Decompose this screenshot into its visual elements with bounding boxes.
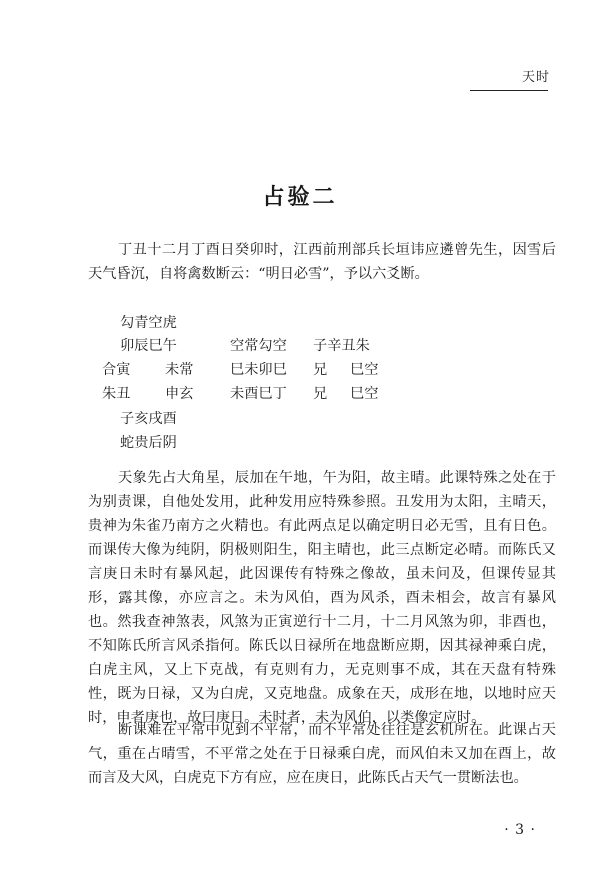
conclusion-paragraph: 断课难在平常中见到不平常，而不平常处往往是玄机所在。此课占天气，重在占晴雪，不平常之处在于日禄乘白虎，而风伯未又加在酉上，故而言及大风，白虎克下方有应，应在庚日，此陈氏占天气一贯断法也。 [88, 722, 556, 786]
intro-paragraph: 丁丑十二月丁酉日癸卯时，江西前刑部兵长垣讳应遴曾先生，因雪后天气昏沉，自将禽数断云：“明日必雪”，予以六爻断。 [88, 242, 556, 282]
chart-cell: 兄 [313, 386, 328, 402]
chart-cell: 巳未卯巳 [230, 362, 287, 378]
page-number: · 3 · [504, 822, 536, 838]
chart-cell: 巳空 [350, 386, 379, 402]
chart-cell: 卯辰巳午 [120, 338, 177, 354]
chart-cell: 勾青空虎 [120, 315, 177, 331]
chart-cell: 未常 [165, 362, 194, 378]
chart-cell: 子辛丑朱 [313, 338, 370, 354]
chart-cell: 未酉巳丁 [230, 386, 287, 402]
section-title: 占验二 [262, 185, 338, 210]
chart-cell: 巳空 [350, 362, 379, 378]
chart-cell: 朱丑 [102, 386, 131, 402]
chart-cell: 空常勾空 [230, 338, 287, 354]
chart-cell: 兄 [313, 362, 328, 378]
running-head: 天时 [521, 70, 550, 85]
chart-cell: 子亥戌酉 [120, 411, 177, 427]
chart-cell: 蛇贵后阴 [120, 435, 177, 451]
chart-cell: 申玄 [165, 386, 194, 402]
header-rule [470, 90, 548, 91]
analysis-paragraph: 天象先占大角星，辰加在午地，午为阳，故主晴。此课特殊之处在于为别责课，自他处发用，此种发用应特殊参照。丑发用为太阳，主晴天，贵神为朱雀乃南方之火精也。有此两点足以确定明日必无雪，且有日色。而课传大像为纯阴，阴极则阳生，阳主晴也，此三点断定必晴。而陈氏又言庚日未时有暴风起，此因课传有特殊之像故，虽未问及，但课传显其形，露其像，亦应言之。未为风伯，酉为风杀，酉未相会，故言有暴风也。然我查神煞表，风煞为正寅逆行十二月，十二月风煞为卯，非酉也，不知陈氏所言风杀指何。陈氏以日禄所在地盘断应期，因其禄神乘白虎，白虎主风，又上下克战，有克则有力，无克则事不成，其在天盘有特殊性，既为日禄，又为白虎，又克地盘。成象在天，成形在地，以地时应天时，申者庚也，故曰庚日。未时者，未为风伯，以类像定应时。 [88, 470, 556, 726]
chart-cell: 合寅 [102, 362, 131, 378]
